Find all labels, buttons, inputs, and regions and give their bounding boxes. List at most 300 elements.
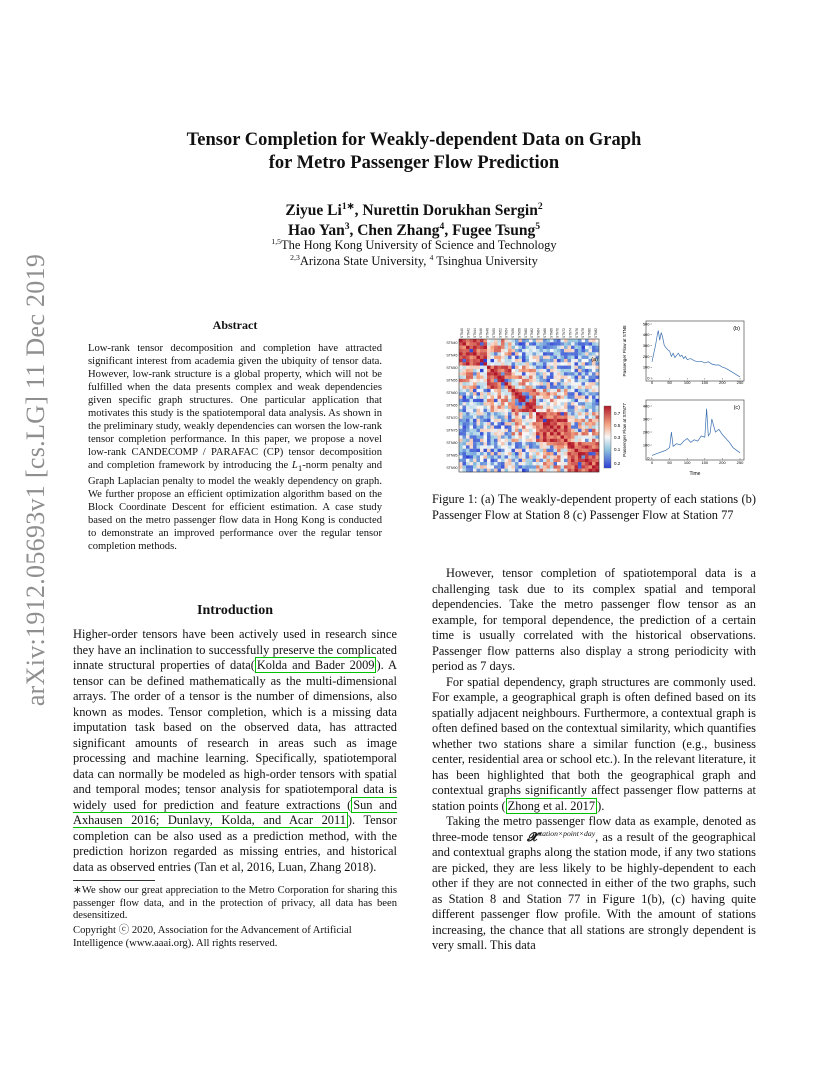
heatmap-cell bbox=[480, 376, 484, 379]
heatmap-cell bbox=[494, 386, 498, 389]
heatmap-cell bbox=[564, 415, 568, 418]
heatmap-cell bbox=[578, 369, 582, 372]
heatmap-cells bbox=[459, 339, 599, 472]
heatmap-cell bbox=[498, 392, 502, 395]
heatmap-cell bbox=[596, 439, 600, 442]
heatmap-cell bbox=[592, 415, 596, 418]
ytick-label: 200 bbox=[642, 429, 650, 435]
heatmap-cell bbox=[568, 382, 572, 385]
heatmap-cell bbox=[529, 366, 533, 369]
heatmap-cell bbox=[480, 469, 484, 472]
heatmap-cell bbox=[466, 432, 470, 435]
heatmap-cell bbox=[550, 445, 554, 448]
heatmap-cell bbox=[589, 352, 593, 355]
heatmap-cell bbox=[494, 419, 498, 422]
heatmap-cell bbox=[512, 452, 516, 455]
heatmap-cell bbox=[498, 435, 502, 438]
heatmap-cell bbox=[505, 419, 509, 422]
heatmap-cell bbox=[557, 445, 561, 448]
heatmap-row-label: STN45 bbox=[446, 353, 458, 358]
heatmap-cell bbox=[522, 342, 526, 345]
xtick-label: 150 bbox=[701, 460, 709, 465]
heatmap-cell bbox=[536, 389, 540, 392]
heatmap-cell bbox=[571, 379, 575, 382]
heatmap-cell bbox=[585, 376, 589, 379]
heatmap-cell bbox=[578, 372, 582, 375]
heatmap-cell bbox=[557, 369, 561, 372]
colorbar-gradient bbox=[604, 406, 611, 468]
heatmap-cell bbox=[589, 406, 593, 409]
heatmap-cell bbox=[543, 379, 547, 382]
heatmap-cell bbox=[582, 449, 586, 452]
heatmap-cell bbox=[550, 356, 554, 359]
heatmap-cell bbox=[477, 422, 481, 425]
author-marker: 3 bbox=[344, 220, 350, 232]
heatmap-cell bbox=[543, 429, 547, 432]
heatmap-cell bbox=[487, 399, 491, 402]
heatmap-cell bbox=[526, 465, 530, 468]
heatmap-cell bbox=[463, 352, 467, 355]
heatmap-cell bbox=[480, 449, 484, 452]
heatmap-cell bbox=[536, 455, 540, 458]
heatmap-cell bbox=[529, 346, 533, 349]
heatmap-column-label: STN40 bbox=[460, 328, 464, 338]
heatmap-cell bbox=[554, 452, 558, 455]
heatmap-cell bbox=[547, 455, 551, 458]
heatmap-cell bbox=[550, 386, 554, 389]
heatmap-cell bbox=[463, 339, 467, 342]
heatmap-cell bbox=[466, 396, 470, 399]
heatmap-cell bbox=[512, 346, 516, 349]
heatmap-cell bbox=[459, 419, 463, 422]
heatmap-cell bbox=[491, 362, 495, 365]
heatmap-cell bbox=[578, 379, 582, 382]
heatmap-cell bbox=[484, 349, 488, 352]
heatmap-cell bbox=[484, 422, 488, 425]
ytick-label: 400 bbox=[642, 332, 650, 338]
heatmap-cell bbox=[501, 359, 505, 362]
heatmap-cell bbox=[582, 465, 586, 468]
heatmap-cell bbox=[547, 442, 551, 445]
heatmap-cell bbox=[508, 435, 512, 438]
heatmap-cell bbox=[547, 435, 551, 438]
heatmap-cell bbox=[589, 366, 593, 369]
heatmap-cell bbox=[484, 372, 488, 375]
heatmap-cell bbox=[463, 346, 467, 349]
heatmap-cell bbox=[564, 455, 568, 458]
heatmap-cell bbox=[596, 459, 600, 462]
heatmap-cell bbox=[547, 352, 551, 355]
heatmap-cell bbox=[540, 396, 544, 399]
heatmap-cell bbox=[487, 362, 491, 365]
heatmap-cell bbox=[526, 409, 530, 412]
heatmap-cell bbox=[491, 429, 495, 432]
heatmap-cell bbox=[473, 432, 477, 435]
heatmap-cell bbox=[550, 465, 554, 468]
heatmap-cell bbox=[589, 415, 593, 418]
ytick-label: 400 bbox=[642, 403, 650, 409]
heatmap-cell bbox=[533, 399, 537, 402]
heatmap-cell bbox=[459, 359, 463, 362]
heatmap-cell bbox=[550, 349, 554, 352]
heatmap-cell bbox=[529, 415, 533, 418]
author-marker: 1∗ bbox=[341, 200, 355, 212]
heatmap-cell bbox=[505, 406, 509, 409]
heatmap-cell bbox=[459, 339, 463, 342]
heatmap-cell bbox=[473, 346, 477, 349]
heatmap-cell bbox=[568, 342, 572, 345]
plot-c-frame bbox=[646, 400, 744, 460]
heatmap-cell bbox=[459, 415, 463, 418]
xtick-label: 0 bbox=[650, 380, 654, 385]
heatmap-cell bbox=[466, 412, 470, 415]
heatmap-cell bbox=[533, 362, 537, 365]
heatmap-cell bbox=[589, 409, 593, 412]
heatmap-cell bbox=[561, 469, 565, 472]
heatmap-cell bbox=[557, 425, 561, 428]
heatmap-cell bbox=[480, 372, 484, 375]
affiliation-name: Tsinghua University bbox=[433, 254, 538, 268]
heatmap-cell bbox=[519, 459, 523, 462]
heatmap-cell bbox=[470, 445, 474, 448]
heatmap-cell bbox=[585, 432, 589, 435]
heatmap-cell bbox=[473, 396, 477, 399]
heatmap-cell bbox=[578, 419, 582, 422]
heatmap-cell bbox=[501, 415, 505, 418]
heatmap-cell bbox=[568, 445, 572, 448]
citation-link[interactable]: Sun and Axhausen 2016; Dunlavy, Kolda, and Acar 2011 bbox=[73, 797, 397, 827]
heatmap-cell bbox=[592, 412, 596, 415]
heatmap-cell bbox=[494, 356, 498, 359]
heatmap-cell bbox=[543, 356, 547, 359]
heatmap-cell bbox=[592, 386, 596, 389]
heatmap-cell bbox=[585, 396, 589, 399]
heatmap-cell bbox=[522, 396, 526, 399]
heatmap-cell bbox=[477, 389, 481, 392]
heatmap-cell bbox=[501, 419, 505, 422]
heatmap-cell bbox=[501, 352, 505, 355]
heatmap-cell bbox=[515, 412, 519, 415]
heatmap-cell bbox=[519, 435, 523, 438]
heatmap-cell bbox=[463, 356, 467, 359]
affiliation-marker: 2,3 bbox=[290, 252, 300, 262]
heatmap-cell bbox=[519, 429, 523, 432]
heatmap-cell bbox=[568, 435, 572, 438]
heatmap-column-label: STN42 bbox=[466, 328, 471, 338]
heatmap-cell bbox=[466, 415, 470, 418]
heatmap-cell bbox=[529, 455, 533, 458]
heatmap-cell bbox=[501, 342, 505, 345]
heatmap-cell bbox=[550, 382, 554, 385]
heatmap-cell bbox=[498, 455, 502, 458]
heatmap-cell bbox=[494, 422, 498, 425]
heatmap-cell bbox=[505, 356, 509, 359]
heatmap-column-label: STN80 bbox=[587, 328, 592, 338]
heatmap-cell bbox=[585, 429, 589, 432]
abstract-body bbox=[88, 342, 382, 553]
heatmap-cell bbox=[466, 376, 470, 379]
heatmap-cell bbox=[557, 356, 561, 359]
heatmap-cell bbox=[596, 452, 600, 455]
heatmap-cell bbox=[473, 409, 477, 412]
heatmap-cell bbox=[589, 372, 593, 375]
heatmap-cell bbox=[494, 452, 498, 455]
heatmap-cell bbox=[491, 372, 495, 375]
heatmap-cell bbox=[554, 339, 558, 342]
heatmap-cell bbox=[501, 402, 505, 405]
heatmap-cell bbox=[477, 419, 481, 422]
heatmap-cell bbox=[533, 449, 537, 452]
heatmap-cell bbox=[487, 435, 491, 438]
heatmap-cell bbox=[585, 445, 589, 448]
heatmap-cell bbox=[466, 455, 470, 458]
heatmap-cell bbox=[543, 469, 547, 472]
heatmap-cell bbox=[564, 402, 568, 405]
heatmap-cell bbox=[480, 366, 484, 369]
heatmap-cell bbox=[543, 349, 547, 352]
heatmap-cell bbox=[498, 342, 502, 345]
heatmap-cell bbox=[491, 419, 495, 422]
heatmap-cell bbox=[585, 442, 589, 445]
heatmap-cell bbox=[487, 469, 491, 472]
heatmap-cell bbox=[470, 465, 474, 468]
heatmap-cell bbox=[536, 465, 540, 468]
heatmap-cell bbox=[571, 346, 575, 349]
heatmap-cell bbox=[473, 435, 477, 438]
heatmap-cell bbox=[473, 462, 477, 465]
heatmap-cell bbox=[466, 379, 470, 382]
heatmap-cell bbox=[561, 352, 565, 355]
heatmap-cell bbox=[470, 409, 474, 412]
heatmap-cell bbox=[515, 435, 519, 438]
heatmap-cell bbox=[466, 425, 470, 428]
heatmap-cell bbox=[519, 419, 523, 422]
heatmap-cell bbox=[554, 402, 558, 405]
heatmap-cell bbox=[466, 382, 470, 385]
heatmap-column-label: STN54 bbox=[504, 328, 509, 338]
heatmap-cell bbox=[529, 469, 533, 472]
heatmap-cell bbox=[585, 465, 589, 468]
heatmap-cell bbox=[459, 389, 463, 392]
heatmap-cell bbox=[491, 406, 495, 409]
heatmap-cell bbox=[578, 465, 582, 468]
heatmap-cell bbox=[498, 422, 502, 425]
heatmap-cell bbox=[505, 382, 509, 385]
heatmap-cell bbox=[564, 422, 568, 425]
ytick-label: 500 bbox=[642, 321, 650, 327]
heatmap-cell bbox=[480, 342, 484, 345]
heatmap-cell bbox=[582, 452, 586, 455]
citation-link[interactable]: Zhong et al. 2017 bbox=[507, 798, 596, 813]
heatmap-column-label: STN74 bbox=[568, 328, 573, 338]
heatmap-cell bbox=[519, 346, 523, 349]
heatmap-cell bbox=[519, 339, 523, 342]
heatmap-cell bbox=[519, 455, 523, 458]
heatmap-cell bbox=[571, 469, 575, 472]
heatmap-cell bbox=[501, 429, 505, 432]
heatmap-cell bbox=[501, 462, 505, 465]
heatmap-cell bbox=[592, 339, 596, 342]
heatmap-cell bbox=[501, 465, 505, 468]
heatmap-cell bbox=[491, 459, 495, 462]
heatmap-cell bbox=[498, 389, 502, 392]
heatmap-cell bbox=[543, 432, 547, 435]
heatmap-cell bbox=[529, 425, 533, 428]
heatmap-cell bbox=[498, 406, 502, 409]
heatmap-cell bbox=[536, 346, 540, 349]
heatmap-cell bbox=[477, 459, 481, 462]
heatmap-cell bbox=[575, 425, 579, 428]
heatmap-cell bbox=[515, 419, 519, 422]
heatmap-cell bbox=[589, 462, 593, 465]
heatmap-cell bbox=[512, 419, 516, 422]
heatmap-cell bbox=[505, 346, 509, 349]
xtick-label: 250 bbox=[736, 380, 744, 385]
heatmap-cell bbox=[459, 459, 463, 462]
heatmap-cell bbox=[473, 455, 477, 458]
heatmap-cell bbox=[557, 449, 561, 452]
heatmap-cell bbox=[505, 469, 509, 472]
heatmap-cell bbox=[463, 425, 467, 428]
heatmap-cell bbox=[578, 445, 582, 448]
heatmap-cell bbox=[487, 422, 491, 425]
author-marker: 4 bbox=[439, 220, 445, 232]
heatmap-cell bbox=[564, 462, 568, 465]
heatmap-cell bbox=[540, 342, 544, 345]
heatmap-cell bbox=[484, 369, 488, 372]
author-separator: , bbox=[349, 222, 358, 239]
heatmap-cell bbox=[473, 429, 477, 432]
heatmap-cell bbox=[522, 389, 526, 392]
heatmap-cell bbox=[508, 442, 512, 445]
heatmap-cell bbox=[550, 346, 554, 349]
heatmap-cell bbox=[550, 412, 554, 415]
heatmap-cell bbox=[522, 452, 526, 455]
heatmap-cell bbox=[473, 469, 477, 472]
heatmap-column-label: STN66 bbox=[543, 328, 547, 338]
heatmap-cell bbox=[484, 419, 488, 422]
heatmap-cell bbox=[487, 419, 491, 422]
heatmap-cell bbox=[533, 465, 537, 468]
heatmap-cell bbox=[491, 432, 495, 435]
citation-link[interactable]: Kolda and Bader 2009 bbox=[256, 658, 375, 672]
heatmap-cell bbox=[536, 462, 540, 465]
heatmap-cell bbox=[515, 409, 519, 412]
heatmap-cell bbox=[582, 469, 586, 472]
heatmap-cell bbox=[487, 352, 491, 355]
heatmap-cell bbox=[571, 462, 575, 465]
heatmap-cell bbox=[470, 399, 474, 402]
heatmap-cell bbox=[578, 362, 582, 365]
heatmap-cell bbox=[554, 445, 558, 448]
heatmap-cell bbox=[589, 469, 593, 472]
heatmap-cell bbox=[491, 382, 495, 385]
heatmap-cell bbox=[550, 362, 554, 365]
heatmap-cell bbox=[501, 469, 505, 472]
heatmap-cell bbox=[501, 425, 505, 428]
heatmap-cell bbox=[508, 406, 512, 409]
heatmap-cell bbox=[459, 406, 463, 409]
heatmap-column-label: STN46 bbox=[479, 328, 484, 338]
heatmap-cell bbox=[487, 406, 491, 409]
heatmap-cell bbox=[505, 415, 509, 418]
heatmap-cell bbox=[536, 425, 540, 428]
heatmap-cell bbox=[564, 459, 568, 462]
heatmap-cell bbox=[540, 399, 544, 402]
heatmap-cell bbox=[533, 415, 537, 418]
heatmap-cell bbox=[498, 452, 502, 455]
heatmap-cell bbox=[505, 392, 509, 395]
heatmap-cell bbox=[533, 396, 537, 399]
heatmap-cell bbox=[487, 429, 491, 432]
author-name: Fugee Tsung bbox=[452, 222, 536, 239]
heatmap-cell bbox=[547, 419, 551, 422]
heatmap-cell bbox=[585, 389, 589, 392]
heatmap-cell bbox=[554, 362, 558, 365]
heatmap-cell bbox=[592, 352, 596, 355]
heatmap-cell bbox=[505, 399, 509, 402]
heatmap-cell bbox=[575, 415, 579, 418]
heatmap-cell bbox=[582, 389, 586, 392]
heatmap-cell bbox=[484, 462, 488, 465]
heatmap-cell bbox=[575, 389, 579, 392]
heatmap-cell bbox=[585, 356, 589, 359]
heatmap-cell bbox=[557, 392, 561, 395]
heatmap-cell bbox=[526, 402, 530, 405]
heatmap-cell bbox=[477, 366, 481, 369]
heatmap-cell bbox=[498, 449, 502, 452]
heatmap-cell bbox=[568, 339, 572, 342]
heatmap-cell bbox=[487, 386, 491, 389]
heatmap-cell bbox=[473, 439, 477, 442]
heatmap-cell bbox=[557, 382, 561, 385]
heatmap-cell bbox=[473, 425, 477, 428]
heatmap-cell bbox=[564, 342, 568, 345]
heatmap-cell bbox=[487, 425, 491, 428]
heatmap-cell bbox=[575, 366, 579, 369]
heatmap-cell bbox=[515, 439, 519, 442]
heatmap-cell bbox=[487, 366, 491, 369]
heatmap-cell bbox=[477, 402, 481, 405]
heatmap-cell bbox=[568, 346, 572, 349]
heatmap-cell bbox=[477, 382, 481, 385]
heatmap-cell bbox=[547, 449, 551, 452]
heatmap-cell bbox=[477, 462, 481, 465]
heatmap-cell bbox=[480, 439, 484, 442]
heatmap-cell bbox=[571, 429, 575, 432]
heatmap-column-label: STN62 bbox=[530, 328, 535, 338]
heatmap-cell bbox=[473, 379, 477, 382]
heatmap-cell bbox=[547, 412, 551, 415]
heatmap-cell bbox=[529, 442, 533, 445]
heatmap-cell bbox=[529, 359, 533, 362]
heatmap-cell bbox=[515, 356, 519, 359]
heatmap-cell bbox=[463, 376, 467, 379]
heatmap-cell bbox=[557, 372, 561, 375]
heatmap-cell bbox=[564, 379, 568, 382]
heatmap-cell bbox=[533, 356, 537, 359]
heatmap-cell bbox=[480, 362, 484, 365]
heatmap-cell bbox=[477, 425, 481, 428]
heatmap-cell bbox=[578, 392, 582, 395]
heatmap-cell bbox=[477, 376, 481, 379]
heatmap-cell bbox=[540, 406, 544, 409]
heatmap-cell bbox=[550, 419, 554, 422]
heatmap-cell bbox=[564, 439, 568, 442]
heatmap-cell bbox=[596, 435, 600, 438]
heatmap-cell bbox=[526, 439, 530, 442]
heatmap-cell bbox=[491, 465, 495, 468]
